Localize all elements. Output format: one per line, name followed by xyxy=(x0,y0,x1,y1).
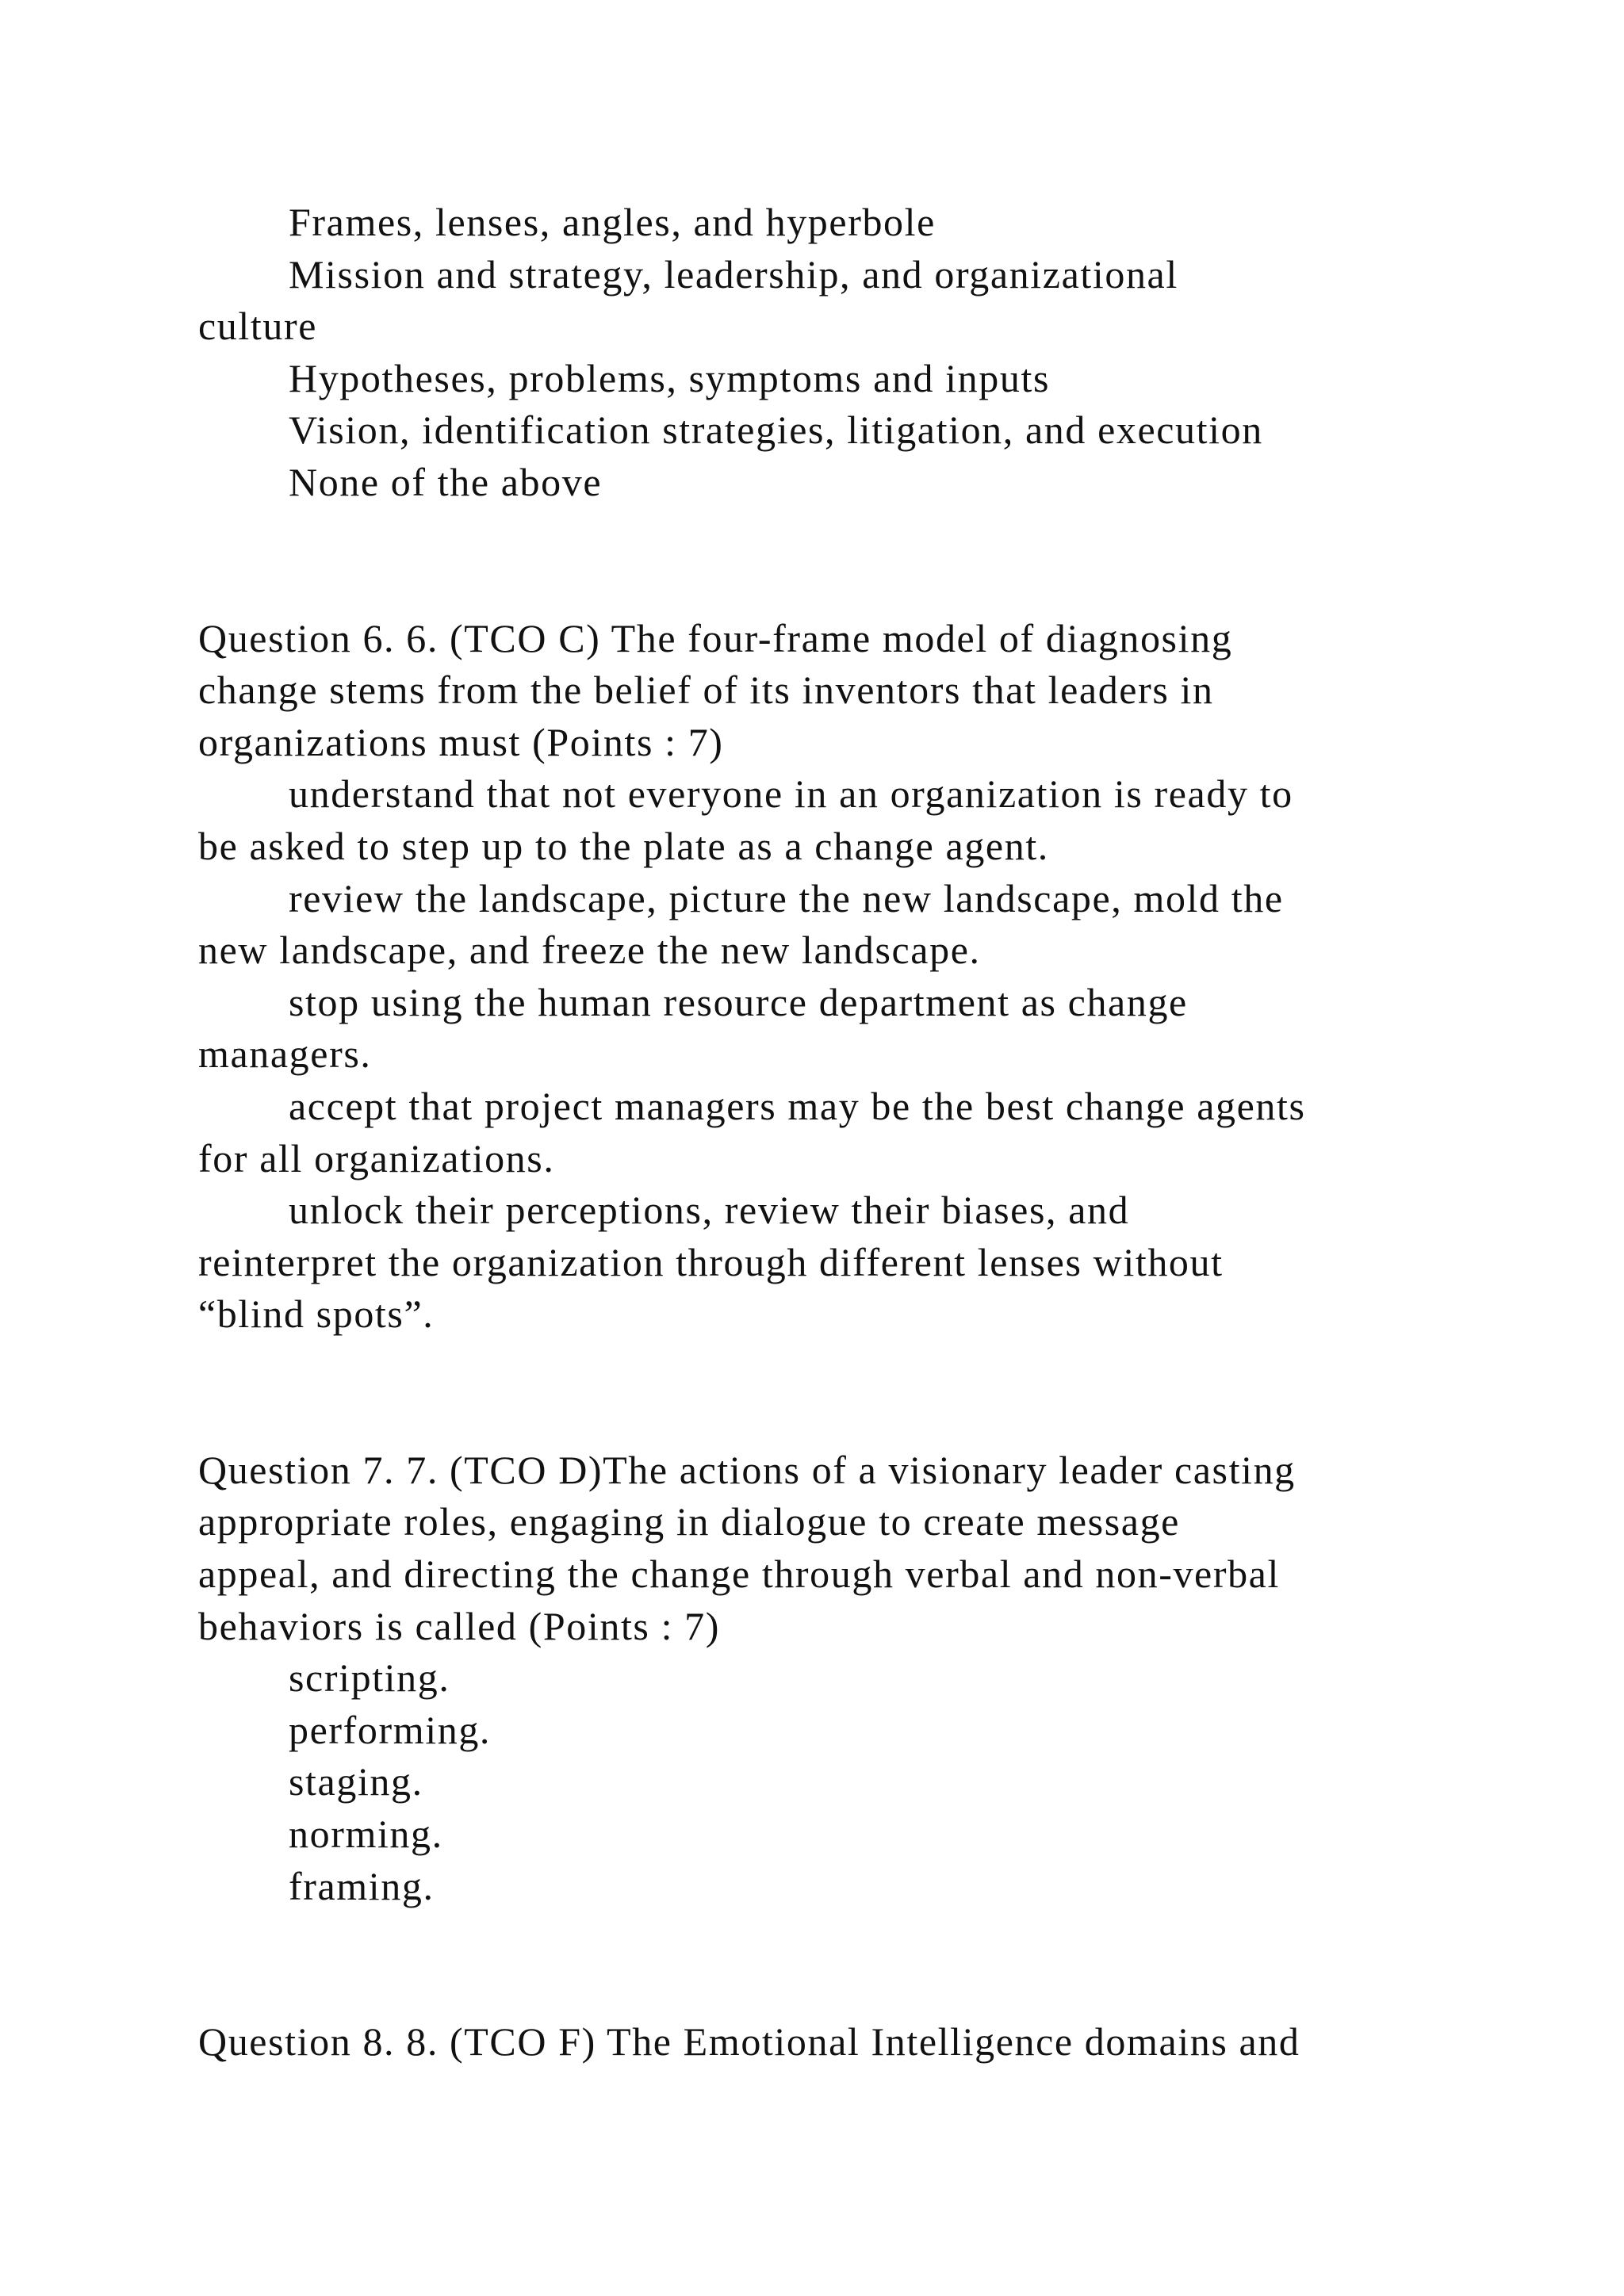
stem-line: Question 7. 7. (TCO D)The actions of a visionary leader casting xyxy=(198,1447,1296,1492)
option-item xyxy=(198,1652,1435,1705)
prev-question-options xyxy=(198,197,1435,509)
option-line: accept that project managers may be the best change agents xyxy=(289,1083,1306,1128)
question-6 xyxy=(198,613,1435,1341)
question-7 xyxy=(198,1445,1435,1912)
option-line: “blind spots”. xyxy=(198,1292,435,1337)
option-line: scripting. xyxy=(289,1655,450,1701)
option-item xyxy=(198,873,1435,977)
option-item xyxy=(198,404,1435,457)
option-line: None of the above xyxy=(289,459,603,504)
option-line: stop using the human resource department as change xyxy=(289,979,1188,1024)
option-line: managers. xyxy=(198,1031,372,1077)
option-item xyxy=(198,457,1435,509)
stem-line: appeal, and directing the change through verbal and non-verbal xyxy=(198,1552,1280,1597)
option-line: new landscape, and freeze the new landscape. xyxy=(198,928,981,973)
stem-line: Question 6. 6. (TCO C) The four-frame model of diagnosing xyxy=(198,615,1233,660)
stem-line: appropriate roles, engaging in dialogue to create message xyxy=(198,1499,1180,1544)
option-line: Mission and strategy, leadership, and organizational xyxy=(289,251,1178,297)
option-line: culture xyxy=(198,304,318,349)
option-item xyxy=(198,1808,1435,1861)
stem-line: organizations must (Points : 7) xyxy=(198,719,724,764)
paragraph-spacer xyxy=(198,1341,1435,1445)
paragraph-spacer xyxy=(198,1912,1435,2016)
option-line: understand that not everyone in an organization is ready to xyxy=(289,771,1293,817)
option-item xyxy=(198,1756,1435,1808)
question-stem xyxy=(198,2016,1435,2068)
option-line: for all organizations. xyxy=(198,1135,555,1181)
option-item xyxy=(198,1081,1435,1184)
option-line: staging. xyxy=(289,1759,423,1804)
option-line: norming. xyxy=(289,1812,443,1857)
stem-line: change stems from the belief of its inventors that leaders in xyxy=(198,668,1214,713)
document-page xyxy=(198,197,1435,2068)
option-line: review the landscape, picture the new landscape, mold the xyxy=(289,875,1284,920)
paragraph-spacer xyxy=(198,509,1435,613)
option-item xyxy=(198,977,1435,1081)
option-item xyxy=(198,1705,1435,1757)
question-8 xyxy=(198,2016,1435,2068)
option-line: framing. xyxy=(289,1863,435,1908)
option-line: be asked to step up to the plate as a change agent. xyxy=(198,823,1049,868)
option-line: Hypotheses, problems, symptoms and inputs xyxy=(289,355,1051,400)
option-line: performing. xyxy=(289,1707,492,1752)
option-line: reinterpret the organization through different lenses without xyxy=(198,1239,1224,1284)
question-stem xyxy=(198,1445,1435,1652)
option-item xyxy=(198,249,1435,353)
option-line: Vision, identification strategies, litigation, and execution xyxy=(289,408,1263,453)
option-item xyxy=(198,768,1435,872)
option-item xyxy=(198,1184,1435,1341)
option-item xyxy=(198,197,1435,249)
stem-line: behaviors is called (Points : 7) xyxy=(198,1603,721,1648)
option-item xyxy=(198,353,1435,405)
option-item xyxy=(198,1861,1435,1913)
stem-line: Question 8. 8. (TCO F) The Emotional Intelligence domains and xyxy=(198,2019,1300,2064)
option-line: Frames, lenses, angles, and hyperbole xyxy=(289,200,936,244)
question-stem xyxy=(198,613,1435,769)
option-line: unlock their perceptions, review their biases, and xyxy=(289,1188,1130,1233)
